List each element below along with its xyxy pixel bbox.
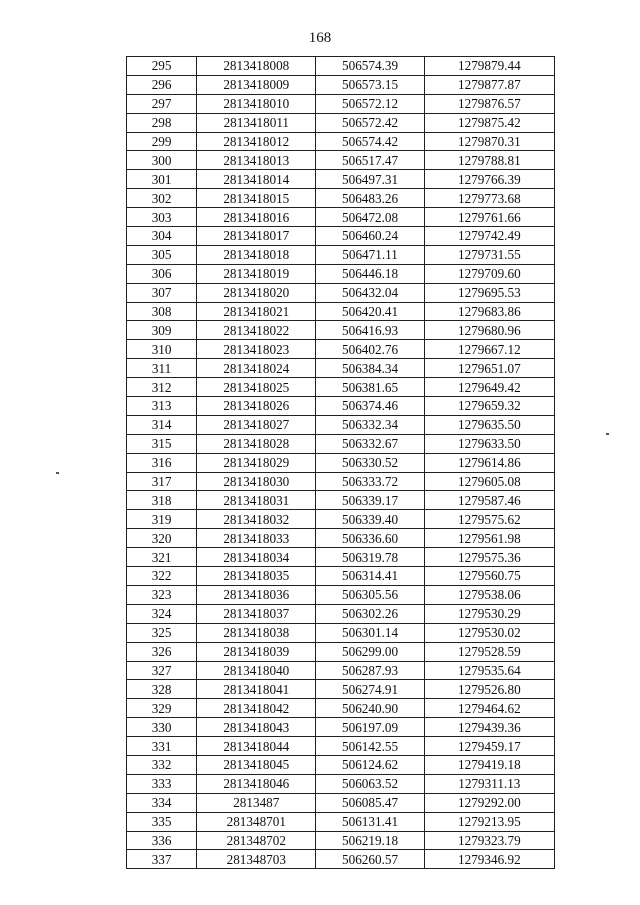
table-row bbox=[127, 774, 555, 793]
y-coordinate-cell: 1279879.44 bbox=[424, 57, 554, 76]
point-number-cell: 312 bbox=[127, 378, 197, 397]
point-code-cell: 281348702 bbox=[197, 831, 316, 850]
table-row bbox=[127, 264, 555, 283]
y-coordinate-cell: 1279683.86 bbox=[424, 302, 554, 321]
table-row bbox=[127, 491, 555, 510]
point-code-cell: 2813418029 bbox=[197, 453, 316, 472]
table-row bbox=[127, 245, 555, 264]
x-coordinate-cell: 506305.56 bbox=[316, 585, 424, 604]
y-coordinate-cell: 1279538.06 bbox=[424, 585, 554, 604]
point-code-cell: 2813418034 bbox=[197, 548, 316, 567]
point-number-cell: 328 bbox=[127, 680, 197, 699]
point-code-cell: 2813418020 bbox=[197, 283, 316, 302]
point-code-cell: 2813418011 bbox=[197, 113, 316, 132]
point-number-cell: 322 bbox=[127, 567, 197, 586]
table-row bbox=[127, 567, 555, 586]
table-row bbox=[127, 359, 555, 378]
point-number-cell: 308 bbox=[127, 302, 197, 321]
y-coordinate-cell: 1279709.60 bbox=[424, 264, 554, 283]
point-number-cell: 309 bbox=[127, 321, 197, 340]
x-coordinate-cell: 506374.46 bbox=[316, 397, 424, 416]
table-row bbox=[127, 170, 555, 189]
y-coordinate-cell: 1279587.46 bbox=[424, 491, 554, 510]
y-coordinate-cell: 1279530.02 bbox=[424, 623, 554, 642]
x-coordinate-cell: 506219.18 bbox=[316, 831, 424, 850]
point-code-cell: 2813418009 bbox=[197, 75, 316, 94]
x-coordinate-cell: 506287.93 bbox=[316, 661, 424, 680]
point-code-cell: 2813418017 bbox=[197, 227, 316, 246]
table-row bbox=[127, 208, 555, 227]
table-row bbox=[127, 548, 555, 567]
point-number-cell: 324 bbox=[127, 604, 197, 623]
x-coordinate-cell: 506333.72 bbox=[316, 472, 424, 491]
point-number-cell: 304 bbox=[127, 227, 197, 246]
x-coordinate-cell: 506402.76 bbox=[316, 340, 424, 359]
y-coordinate-cell: 1279766.39 bbox=[424, 170, 554, 189]
point-number-cell: 323 bbox=[127, 585, 197, 604]
y-coordinate-cell: 1279667.12 bbox=[424, 340, 554, 359]
point-number-cell: 325 bbox=[127, 623, 197, 642]
y-coordinate-cell: 1279439.36 bbox=[424, 718, 554, 737]
x-coordinate-cell: 506063.52 bbox=[316, 774, 424, 793]
x-coordinate-cell: 506460.24 bbox=[316, 227, 424, 246]
y-coordinate-cell: 1279659.32 bbox=[424, 397, 554, 416]
point-code-cell: 2813418028 bbox=[197, 434, 316, 453]
x-coordinate-cell: 506381.65 bbox=[316, 378, 424, 397]
point-code-cell: 2813418016 bbox=[197, 208, 316, 227]
y-coordinate-cell: 1279633.50 bbox=[424, 434, 554, 453]
point-code-cell: 2813418043 bbox=[197, 718, 316, 737]
table-row bbox=[127, 510, 555, 529]
point-code-cell: 2813418021 bbox=[197, 302, 316, 321]
coordinates-table bbox=[126, 56, 555, 869]
y-coordinate-cell: 1279788.81 bbox=[424, 151, 554, 170]
point-code-cell: 2813418032 bbox=[197, 510, 316, 529]
x-coordinate-cell: 506274.91 bbox=[316, 680, 424, 699]
point-code-cell: 2813418027 bbox=[197, 415, 316, 434]
y-coordinate-cell: 1279773.68 bbox=[424, 189, 554, 208]
x-coordinate-cell: 506483.26 bbox=[316, 189, 424, 208]
point-number-cell: 318 bbox=[127, 491, 197, 510]
table-row bbox=[127, 642, 555, 661]
x-coordinate-cell: 506240.90 bbox=[316, 699, 424, 718]
x-coordinate-cell: 506471.11 bbox=[316, 245, 424, 264]
table-row bbox=[127, 283, 555, 302]
point-number-cell: 332 bbox=[127, 755, 197, 774]
point-code-cell: 2813418037 bbox=[197, 604, 316, 623]
point-number-cell: 336 bbox=[127, 831, 197, 850]
point-number-cell: 326 bbox=[127, 642, 197, 661]
y-coordinate-cell: 1279876.57 bbox=[424, 94, 554, 113]
x-coordinate-cell: 506330.52 bbox=[316, 453, 424, 472]
y-coordinate-cell: 1279459.17 bbox=[424, 737, 554, 756]
point-number-cell: 321 bbox=[127, 548, 197, 567]
point-number-cell: 306 bbox=[127, 264, 197, 283]
table-row bbox=[127, 113, 555, 132]
point-number-cell: 307 bbox=[127, 283, 197, 302]
point-number-cell: 314 bbox=[127, 415, 197, 434]
y-coordinate-cell: 1279561.98 bbox=[424, 529, 554, 548]
point-number-cell: 313 bbox=[127, 397, 197, 416]
y-coordinate-cell: 1279761.66 bbox=[424, 208, 554, 227]
table-row bbox=[127, 793, 555, 812]
point-number-cell: 296 bbox=[127, 75, 197, 94]
point-number-cell: 335 bbox=[127, 812, 197, 831]
point-code-cell: 2813418022 bbox=[197, 321, 316, 340]
point-number-cell: 298 bbox=[127, 113, 197, 132]
table-row bbox=[127, 604, 555, 623]
point-code-cell: 2813418046 bbox=[197, 774, 316, 793]
y-coordinate-cell: 1279605.08 bbox=[424, 472, 554, 491]
table-row bbox=[127, 699, 555, 718]
table-row bbox=[127, 434, 555, 453]
point-number-cell: 327 bbox=[127, 661, 197, 680]
y-coordinate-cell: 1279695.53 bbox=[424, 283, 554, 302]
y-coordinate-cell: 1279649.42 bbox=[424, 378, 554, 397]
x-coordinate-cell: 506384.34 bbox=[316, 359, 424, 378]
x-coordinate-cell: 506336.60 bbox=[316, 529, 424, 548]
point-code-cell: 2813418038 bbox=[197, 623, 316, 642]
x-coordinate-cell: 506574.39 bbox=[316, 57, 424, 76]
point-code-cell: 2813418012 bbox=[197, 132, 316, 151]
point-number-cell: 305 bbox=[127, 245, 197, 264]
point-number-cell: 331 bbox=[127, 737, 197, 756]
y-coordinate-cell: 1279311.13 bbox=[424, 774, 554, 793]
page-number: 168 bbox=[308, 30, 332, 46]
x-coordinate-cell: 506319.78 bbox=[316, 548, 424, 567]
table-row bbox=[127, 57, 555, 76]
y-coordinate-cell: 1279575.62 bbox=[424, 510, 554, 529]
y-coordinate-cell: 1279530.29 bbox=[424, 604, 554, 623]
table-row bbox=[127, 472, 555, 491]
y-coordinate-cell: 1279680.96 bbox=[424, 321, 554, 340]
point-code-cell: 2813418030 bbox=[197, 472, 316, 491]
x-coordinate-cell: 506332.34 bbox=[316, 415, 424, 434]
x-coordinate-cell: 506197.09 bbox=[316, 718, 424, 737]
table-row bbox=[127, 340, 555, 359]
point-number-cell: 300 bbox=[127, 151, 197, 170]
point-number-cell: 315 bbox=[127, 434, 197, 453]
point-code-cell: 2813418008 bbox=[197, 57, 316, 76]
point-number-cell: 316 bbox=[127, 453, 197, 472]
y-coordinate-cell: 1279614.86 bbox=[424, 453, 554, 472]
x-coordinate-cell: 506302.26 bbox=[316, 604, 424, 623]
point-code-cell: 2813418031 bbox=[197, 491, 316, 510]
y-coordinate-cell: 1279635.50 bbox=[424, 415, 554, 434]
point-number-cell: 334 bbox=[127, 793, 197, 812]
scan-speck-left bbox=[56, 472, 59, 474]
x-coordinate-cell: 506332.67 bbox=[316, 434, 424, 453]
y-coordinate-cell: 1279560.75 bbox=[424, 567, 554, 586]
point-code-cell: 281348703 bbox=[197, 850, 316, 869]
point-code-cell: 2813487 bbox=[197, 793, 316, 812]
x-coordinate-cell: 506301.14 bbox=[316, 623, 424, 642]
x-coordinate-cell: 506131.41 bbox=[316, 812, 424, 831]
point-number-cell: 311 bbox=[127, 359, 197, 378]
x-coordinate-cell: 506299.00 bbox=[316, 642, 424, 661]
x-coordinate-cell: 506446.18 bbox=[316, 264, 424, 283]
table-row bbox=[127, 453, 555, 472]
point-number-cell: 333 bbox=[127, 774, 197, 793]
point-code-cell: 2813418013 bbox=[197, 151, 316, 170]
table-row bbox=[127, 397, 555, 416]
point-number-cell: 337 bbox=[127, 850, 197, 869]
table-row bbox=[127, 661, 555, 680]
x-coordinate-cell: 506339.40 bbox=[316, 510, 424, 529]
table-row bbox=[127, 189, 555, 208]
point-code-cell: 2813418042 bbox=[197, 699, 316, 718]
point-number-cell: 319 bbox=[127, 510, 197, 529]
point-code-cell: 2813418015 bbox=[197, 189, 316, 208]
point-code-cell: 2813418023 bbox=[197, 340, 316, 359]
x-coordinate-cell: 506573.15 bbox=[316, 75, 424, 94]
coordinates-table-body bbox=[127, 57, 555, 869]
table-row bbox=[127, 585, 555, 604]
point-code-cell: 2813418018 bbox=[197, 245, 316, 264]
point-code-cell: 2813418010 bbox=[197, 94, 316, 113]
y-coordinate-cell: 1279877.87 bbox=[424, 75, 554, 94]
point-code-cell: 281348701 bbox=[197, 812, 316, 831]
y-coordinate-cell: 1279742.49 bbox=[424, 227, 554, 246]
point-code-cell: 2813418045 bbox=[197, 755, 316, 774]
x-coordinate-cell: 506572.42 bbox=[316, 113, 424, 132]
y-coordinate-cell: 1279575.36 bbox=[424, 548, 554, 567]
point-code-cell: 2813418033 bbox=[197, 529, 316, 548]
x-coordinate-cell: 506339.17 bbox=[316, 491, 424, 510]
point-number-cell: 330 bbox=[127, 718, 197, 737]
y-coordinate-cell: 1279528.59 bbox=[424, 642, 554, 661]
table-row bbox=[127, 737, 555, 756]
table-row bbox=[127, 718, 555, 737]
point-code-cell: 2813418041 bbox=[197, 680, 316, 699]
y-coordinate-cell: 1279875.42 bbox=[424, 113, 554, 132]
point-code-cell: 2813418024 bbox=[197, 359, 316, 378]
y-coordinate-cell: 1279419.18 bbox=[424, 755, 554, 774]
table-row bbox=[127, 680, 555, 699]
point-number-cell: 301 bbox=[127, 170, 197, 189]
table-row bbox=[127, 94, 555, 113]
point-code-cell: 2813418025 bbox=[197, 378, 316, 397]
point-code-cell: 2813418014 bbox=[197, 170, 316, 189]
table-row bbox=[127, 529, 555, 548]
y-coordinate-cell: 1279651.07 bbox=[424, 359, 554, 378]
point-code-cell: 2813418040 bbox=[197, 661, 316, 680]
point-number-cell: 302 bbox=[127, 189, 197, 208]
y-coordinate-cell: 1279346.92 bbox=[424, 850, 554, 869]
x-coordinate-cell: 506574.42 bbox=[316, 132, 424, 151]
x-coordinate-cell: 506142.55 bbox=[316, 737, 424, 756]
x-coordinate-cell: 506260.57 bbox=[316, 850, 424, 869]
x-coordinate-cell: 506314.41 bbox=[316, 567, 424, 586]
x-coordinate-cell: 506085.47 bbox=[316, 793, 424, 812]
table-row bbox=[127, 415, 555, 434]
table-row bbox=[127, 378, 555, 397]
table-row bbox=[127, 755, 555, 774]
point-number-cell: 299 bbox=[127, 132, 197, 151]
point-number-cell: 303 bbox=[127, 208, 197, 227]
table-row bbox=[127, 151, 555, 170]
y-coordinate-cell: 1279292.00 bbox=[424, 793, 554, 812]
x-coordinate-cell: 506124.62 bbox=[316, 755, 424, 774]
y-coordinate-cell: 1279213.95 bbox=[424, 812, 554, 831]
table-row bbox=[127, 75, 555, 94]
point-code-cell: 2813418036 bbox=[197, 585, 316, 604]
x-coordinate-cell: 506497.31 bbox=[316, 170, 424, 189]
point-code-cell: 2813418044 bbox=[197, 737, 316, 756]
y-coordinate-cell: 1279464.62 bbox=[424, 699, 554, 718]
y-coordinate-cell: 1279535.64 bbox=[424, 661, 554, 680]
point-code-cell: 2813418026 bbox=[197, 397, 316, 416]
point-number-cell: 295 bbox=[127, 57, 197, 76]
x-coordinate-cell: 506572.12 bbox=[316, 94, 424, 113]
x-coordinate-cell: 506432.04 bbox=[316, 283, 424, 302]
x-coordinate-cell: 506420.41 bbox=[316, 302, 424, 321]
x-coordinate-cell: 506416.93 bbox=[316, 321, 424, 340]
table-row bbox=[127, 831, 555, 850]
scan-speck-right bbox=[606, 433, 609, 435]
point-number-cell: 329 bbox=[127, 699, 197, 718]
table-row bbox=[127, 850, 555, 869]
y-coordinate-cell: 1279731.55 bbox=[424, 245, 554, 264]
table-row bbox=[127, 302, 555, 321]
point-number-cell: 297 bbox=[127, 94, 197, 113]
table-row bbox=[127, 227, 555, 246]
point-code-cell: 2813418039 bbox=[197, 642, 316, 661]
table-row bbox=[127, 812, 555, 831]
point-number-cell: 317 bbox=[127, 472, 197, 491]
y-coordinate-cell: 1279526.80 bbox=[424, 680, 554, 699]
x-coordinate-cell: 506472.08 bbox=[316, 208, 424, 227]
y-coordinate-cell: 1279870.31 bbox=[424, 132, 554, 151]
point-number-cell: 320 bbox=[127, 529, 197, 548]
point-number-cell: 310 bbox=[127, 340, 197, 359]
point-code-cell: 2813418035 bbox=[197, 567, 316, 586]
table-row bbox=[127, 623, 555, 642]
table-row bbox=[127, 321, 555, 340]
x-coordinate-cell: 506517.47 bbox=[316, 151, 424, 170]
y-coordinate-cell: 1279323.79 bbox=[424, 831, 554, 850]
table-row bbox=[127, 132, 555, 151]
point-code-cell: 2813418019 bbox=[197, 264, 316, 283]
